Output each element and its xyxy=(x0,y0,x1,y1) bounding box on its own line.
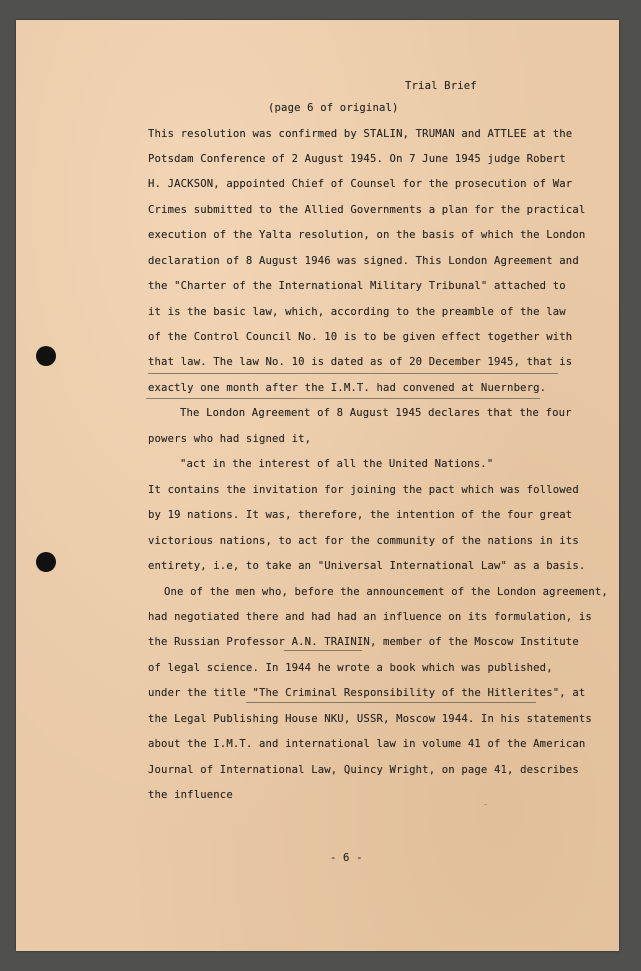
punch-hole-top xyxy=(36,346,56,366)
body-line: victorious nations, to act for the community of the nations in its xyxy=(148,535,579,547)
body-line: the Russian Professor A.N. TRAININ, member of the Moscow Institute xyxy=(148,636,579,648)
page-reference: (page 6 of original) xyxy=(268,102,399,114)
page-number: - 6 - xyxy=(330,852,363,864)
body-line: by 19 nations. It was, therefore, the intention of the four great xyxy=(148,509,573,521)
punch-hole-bottom xyxy=(36,552,56,572)
body-line: about the I.M.T. and international law in volume 41 of the American xyxy=(148,738,586,750)
body-line: under the title "The Criminal Responsibility of the Hitlerites", at xyxy=(148,687,586,699)
body-line: the Legal Publishing House NKU, USSR, Moscow 1944. In his statements xyxy=(148,713,592,725)
underline-mark xyxy=(146,398,540,399)
underline-mark xyxy=(148,373,558,374)
body-line: The London Agreement of 8 August 1945 declares that the four xyxy=(180,407,572,419)
body-line: the "Charter of the International Military Tribunal" attached to xyxy=(148,280,566,292)
underline-mark xyxy=(284,650,362,651)
body-line: exactly one month after the I.M.T. had convened at Nuernberg. xyxy=(148,382,547,394)
body-line: of legal science. In 1944 he wrote a book which was published, xyxy=(148,662,553,674)
body-line: H. JACKSON, appointed Chief of Counsel for the prosecution of War xyxy=(148,178,573,190)
body-line: declaration of 8 August 1946 was signed. This London Agreement and xyxy=(148,255,579,267)
body-line: of the Control Council No. 10 is to be given effect together with xyxy=(148,331,573,343)
body-line: It contains the invitation for joining the pact which was followed xyxy=(148,484,579,496)
body-line: One of the men who, before the announcement of the London agreement, xyxy=(164,586,608,598)
body-line: Journal of International Law, Quincy Wright, on page 41, describes xyxy=(148,764,579,776)
quoted-line: "act in the interest of all the United Nations." xyxy=(180,458,494,470)
body-line: it is the basic law, which, according to the preamble of the law xyxy=(148,306,566,318)
ink-speck xyxy=(484,804,487,805)
body-line: This resolution was confirmed by STALIN, TRUMAN and ATTLEE at the xyxy=(148,128,573,140)
body-line: entirety, i.e, to take an "Universal International Law" as a basis. xyxy=(148,560,586,572)
body-line: had negotiated there and had had an influence on its formulation, is xyxy=(148,611,592,623)
body-line: that law. The law No. 10 is dated as of 20 December 1945, that is xyxy=(148,356,573,368)
underline-mark xyxy=(246,702,536,703)
body-line: the influence xyxy=(148,789,233,801)
body-line: powers who had signed it, xyxy=(148,433,312,445)
body-line: execution of the Yalta resolution, on the basis of which the London xyxy=(148,229,586,241)
body-line: Potsdam Conference of 2 August 1945. On 7 June 1945 judge Robert xyxy=(148,153,566,165)
document-title: Trial Brief xyxy=(405,80,477,92)
body-line: Crimes submitted to the Allied Governments a plan for the practical xyxy=(148,204,586,216)
